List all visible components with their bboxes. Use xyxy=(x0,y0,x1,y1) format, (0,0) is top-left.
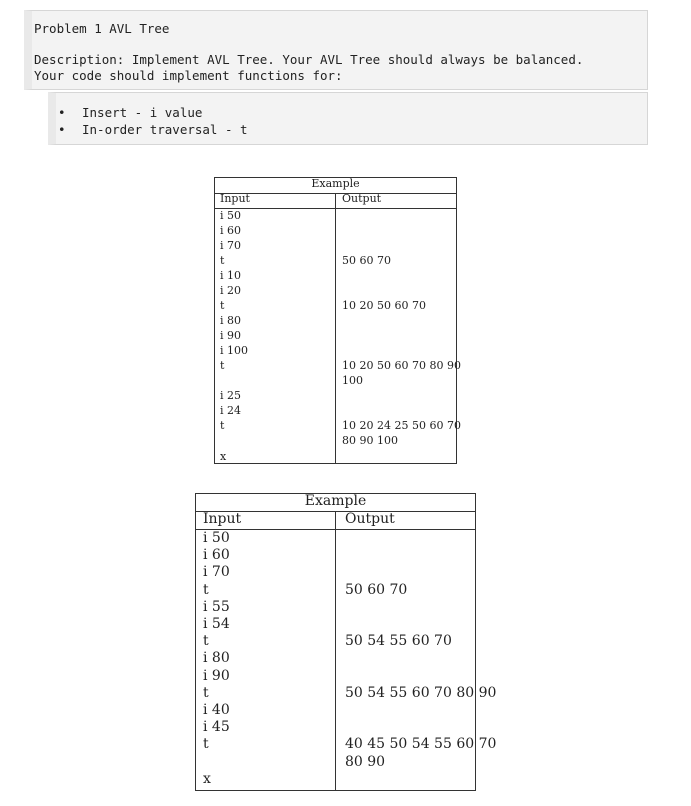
input-cell: t xyxy=(203,736,209,753)
input-cell: i 70 xyxy=(220,239,242,252)
output-cell: 50 60 70 xyxy=(342,254,391,267)
output-cell: 50 54 55 60 70 80 90 xyxy=(345,684,497,701)
output-cell: 80 90 xyxy=(345,753,386,770)
input-cell: i 70 xyxy=(203,564,230,581)
input-cell: i 60 xyxy=(220,224,242,237)
list-item-text: In-order traversal - t xyxy=(82,122,248,137)
output-cell: 10 20 24 25 50 60 70 xyxy=(342,419,461,432)
input-cell: x xyxy=(220,450,227,463)
table-caption: Example xyxy=(311,177,360,190)
problem-title: Problem 1 AVL Tree xyxy=(34,21,170,36)
input-cell: x xyxy=(203,771,211,787)
input-column-header: Input xyxy=(203,511,242,527)
description-line-2: Your code should implement functions for: xyxy=(34,68,343,83)
input-cell: i 80 xyxy=(203,650,230,667)
input-column-header: Input xyxy=(220,192,250,205)
input-cell: t xyxy=(203,684,209,701)
input-cell: i 45 xyxy=(203,719,230,736)
input-cell: t xyxy=(220,419,225,432)
output-cell: 10 20 50 60 70 xyxy=(342,299,426,312)
input-cell: i 60 xyxy=(203,547,230,564)
input-cell: i 100 xyxy=(220,344,249,357)
input-cell: i 40 xyxy=(203,702,230,718)
output-column-header: Output xyxy=(345,511,395,527)
input-cell: i 24 xyxy=(220,404,242,417)
input-cell: i 54 xyxy=(203,616,230,632)
example-table-1 xyxy=(214,177,461,464)
example-table-2 xyxy=(195,493,497,791)
list-item xyxy=(58,105,203,121)
table-caption: Example xyxy=(304,493,367,509)
input-cell: t xyxy=(220,254,225,267)
output-cell: 100 xyxy=(342,374,363,387)
list-item xyxy=(58,122,248,138)
problem-description-box xyxy=(24,10,648,90)
input-cell: i 50 xyxy=(203,530,230,546)
input-cell: t xyxy=(220,359,225,372)
output-cell: 10 20 50 60 70 80 90 xyxy=(342,359,461,372)
list-item-text: Insert - i value xyxy=(82,105,203,120)
output-column-header: Output xyxy=(342,192,382,205)
column-divider xyxy=(335,511,336,791)
input-cell: i 55 xyxy=(203,598,230,615)
output-cell: 50 54 55 60 70 xyxy=(345,633,452,650)
input-cell: i 20 xyxy=(220,284,242,297)
output-cell: 40 45 50 54 55 60 70 xyxy=(345,736,497,753)
input-cell: t xyxy=(203,633,209,650)
input-cell: i 80 xyxy=(220,314,242,327)
output-cell: 80 90 100 xyxy=(342,434,398,447)
bullet-icon: • xyxy=(58,105,66,120)
bullet-icon: • xyxy=(58,122,66,137)
input-cell: i 90 xyxy=(220,329,242,342)
input-cell: i 50 xyxy=(220,209,242,222)
function-list-box xyxy=(48,92,648,145)
output-cell: 50 60 70 xyxy=(345,581,408,598)
input-cell: i 10 xyxy=(220,269,242,282)
input-cell: i 25 xyxy=(220,389,242,402)
input-cell: i 90 xyxy=(203,667,230,684)
column-divider xyxy=(335,193,336,464)
input-cell: t xyxy=(220,299,225,312)
input-cell: t xyxy=(203,581,209,598)
description-line-1: Description: Implement AVL Tree. Your AVL Tree should always be balanced. xyxy=(34,52,584,67)
